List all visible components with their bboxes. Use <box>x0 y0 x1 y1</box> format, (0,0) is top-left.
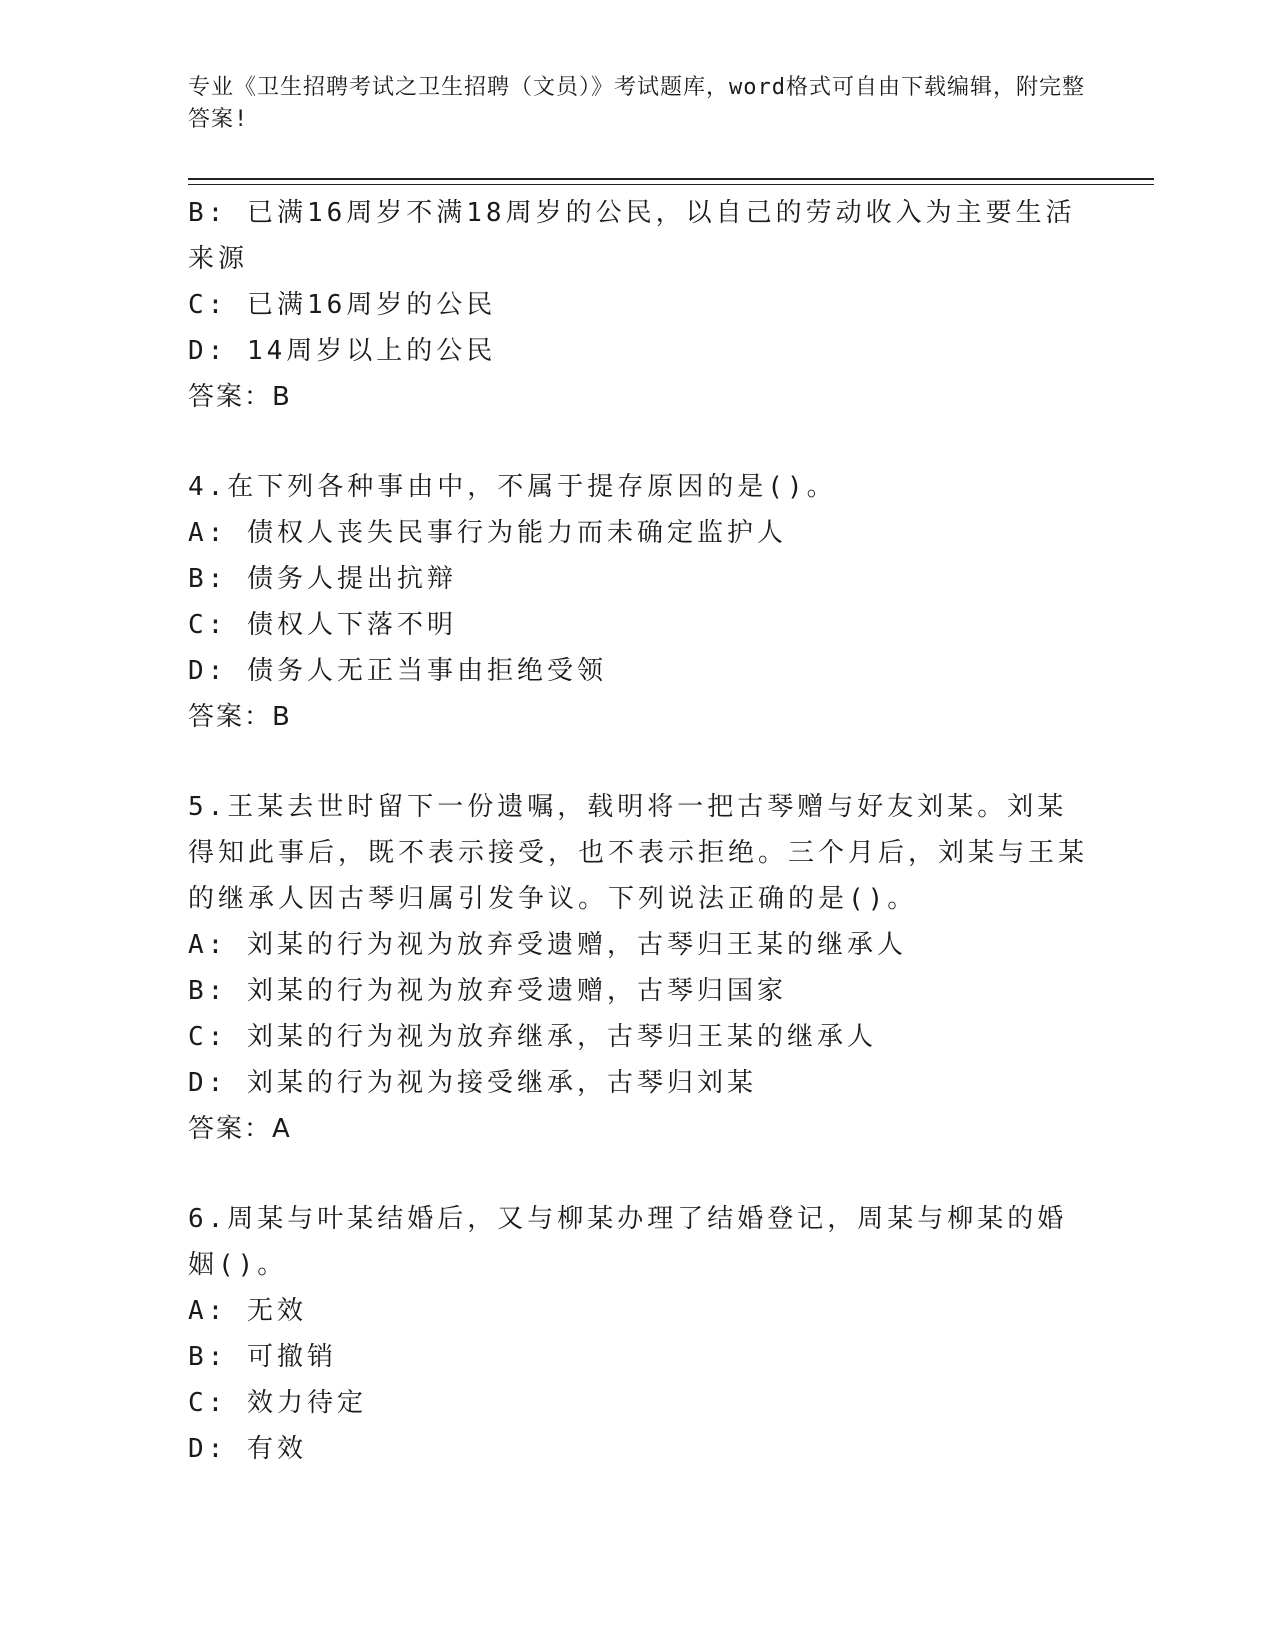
answer: 答案：B <box>188 702 292 732</box>
option-d: D: 刘某的行为视为接受继承，古琴归刘某 <box>188 1068 757 1098</box>
question-5 <box>188 784 1088 1152</box>
option-b: B: 债务人提出抗辩 <box>188 564 457 594</box>
question-4 <box>188 464 1088 740</box>
question-text: 5.王某去世时留下一份遗嘱，载明将一把古琴赠与好友刘某。刘某得知此事后，既不表示接受，也不表示拒绝。三个月后，刘某与王某的继承人因古琴归属引发争议。下列说法正确的是()。 <box>188 792 1089 914</box>
question-3 <box>188 190 1088 420</box>
option-a: A: 刘某的行为视为放弃受遗赠，古琴归王某的继承人 <box>188 930 907 960</box>
spacer <box>188 420 1088 464</box>
question-text: 6.周某与叶某结婚后，又与柳某办理了结婚登记，周某与柳某的婚姻()。 <box>188 1204 1068 1280</box>
header-rule-thick <box>188 178 1154 180</box>
spacer <box>188 1152 1088 1196</box>
answer: 答案：A <box>188 1114 292 1144</box>
answer: 答案：B <box>188 382 292 412</box>
option-c: C: 刘某的行为视为放弃继承，古琴归王某的继承人 <box>188 1022 877 1052</box>
option-d: D: 债务人无正当事由拒绝受领 <box>188 656 607 686</box>
option-a: A: 无效 <box>188 1296 307 1326</box>
option-a: A: 债权人丧失民事行为能力而未确定监护人 <box>188 518 787 548</box>
option-c: C: 已满16周岁的公民 <box>188 290 497 320</box>
option-c: C: 债权人下落不明 <box>188 610 457 640</box>
option-d: D: 有效 <box>188 1434 307 1464</box>
spacer <box>188 740 1088 784</box>
option-c: C: 效力待定 <box>188 1388 367 1418</box>
option-b: B: 刘某的行为视为放弃受遗赠，古琴归国家 <box>188 976 787 1006</box>
option-d: D: 14周岁以上的公民 <box>188 336 497 366</box>
header-rule-thin <box>188 184 1154 185</box>
document-header: 专业《卫生招聘考试之卫生招聘（文员）》考试题库，word格式可自由下载编辑，附完整答案! <box>188 75 1085 132</box>
option-b: B: 可撤销 <box>188 1342 337 1372</box>
question-list <box>188 190 1088 1472</box>
question-text: 4.在下列各种事由中，不属于提存原因的是()。 <box>188 472 837 502</box>
question-6 <box>188 1196 1088 1472</box>
option-b: B: 已满16周岁不满18周岁的公民，以自己的劳动收入为主要生活来源 <box>188 198 1076 274</box>
